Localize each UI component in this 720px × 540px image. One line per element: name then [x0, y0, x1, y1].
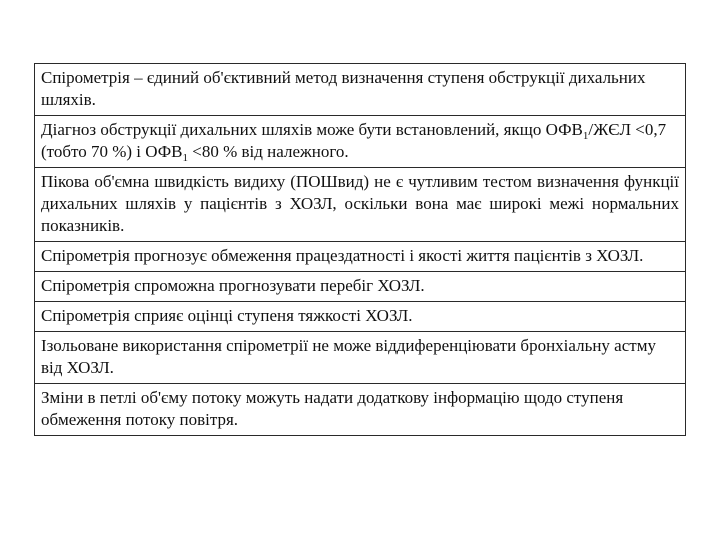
statement-row-7 [35, 332, 685, 384]
statement-text-2b: /ЖЄЛ <0,7 (тобто 70 %) і ОФВ [41, 120, 667, 161]
subscript-1b: 1 [182, 152, 189, 164]
statement-row-3 [35, 168, 685, 242]
statement-row-5 [35, 272, 685, 302]
subscript-1: 1 [582, 130, 589, 142]
statement-row-1 [35, 64, 685, 116]
statement-text-6: Спірометрія сприяє оцінці ступеня тяжкості ХОЗЛ. [41, 306, 413, 325]
statement-row-8 [35, 384, 685, 435]
statement-text-7: Ізольоване використання спірометрії не може віддиференціювати бронхіальну астму від ХОЗЛ. [41, 336, 656, 377]
statement-text-5: Спірометрія спроможна прогнозувати перебіг ХОЗЛ. [41, 276, 425, 295]
statements-table [34, 63, 686, 436]
statement-text-1: Спірометрія – єдиний об'єктивний метод визначення ступеня обструкції дихальних шляхів. [41, 68, 646, 109]
statement-text-4: Спірометрія прогнозує обмеження працездатності і якості життя пацієнтів з ХОЗЛ. [41, 246, 644, 265]
statement-text-8: Зміни в петлі об'єму потоку можуть надати додаткову інформацію щодо ступеня обмеження потоку повітря. [41, 388, 624, 429]
statement-text-3: Пікова об'ємна швидкість видиху (ПОШвид) не є чутливим тестом визначення функції дихальних шляхів у пацієнтів з ХОЗЛ, оскільки вона має широкі межі нормальних показників. [41, 172, 679, 235]
statement-row-4 [35, 242, 685, 272]
statement-row-2 [35, 116, 685, 168]
statement-row-6 [35, 302, 685, 332]
statement-text-2c: <80 % від належного. [188, 142, 349, 161]
statement-text-2a: Діагноз обструкції дихальних шляхів може бути встановлений, якщо ОФВ [41, 120, 583, 139]
